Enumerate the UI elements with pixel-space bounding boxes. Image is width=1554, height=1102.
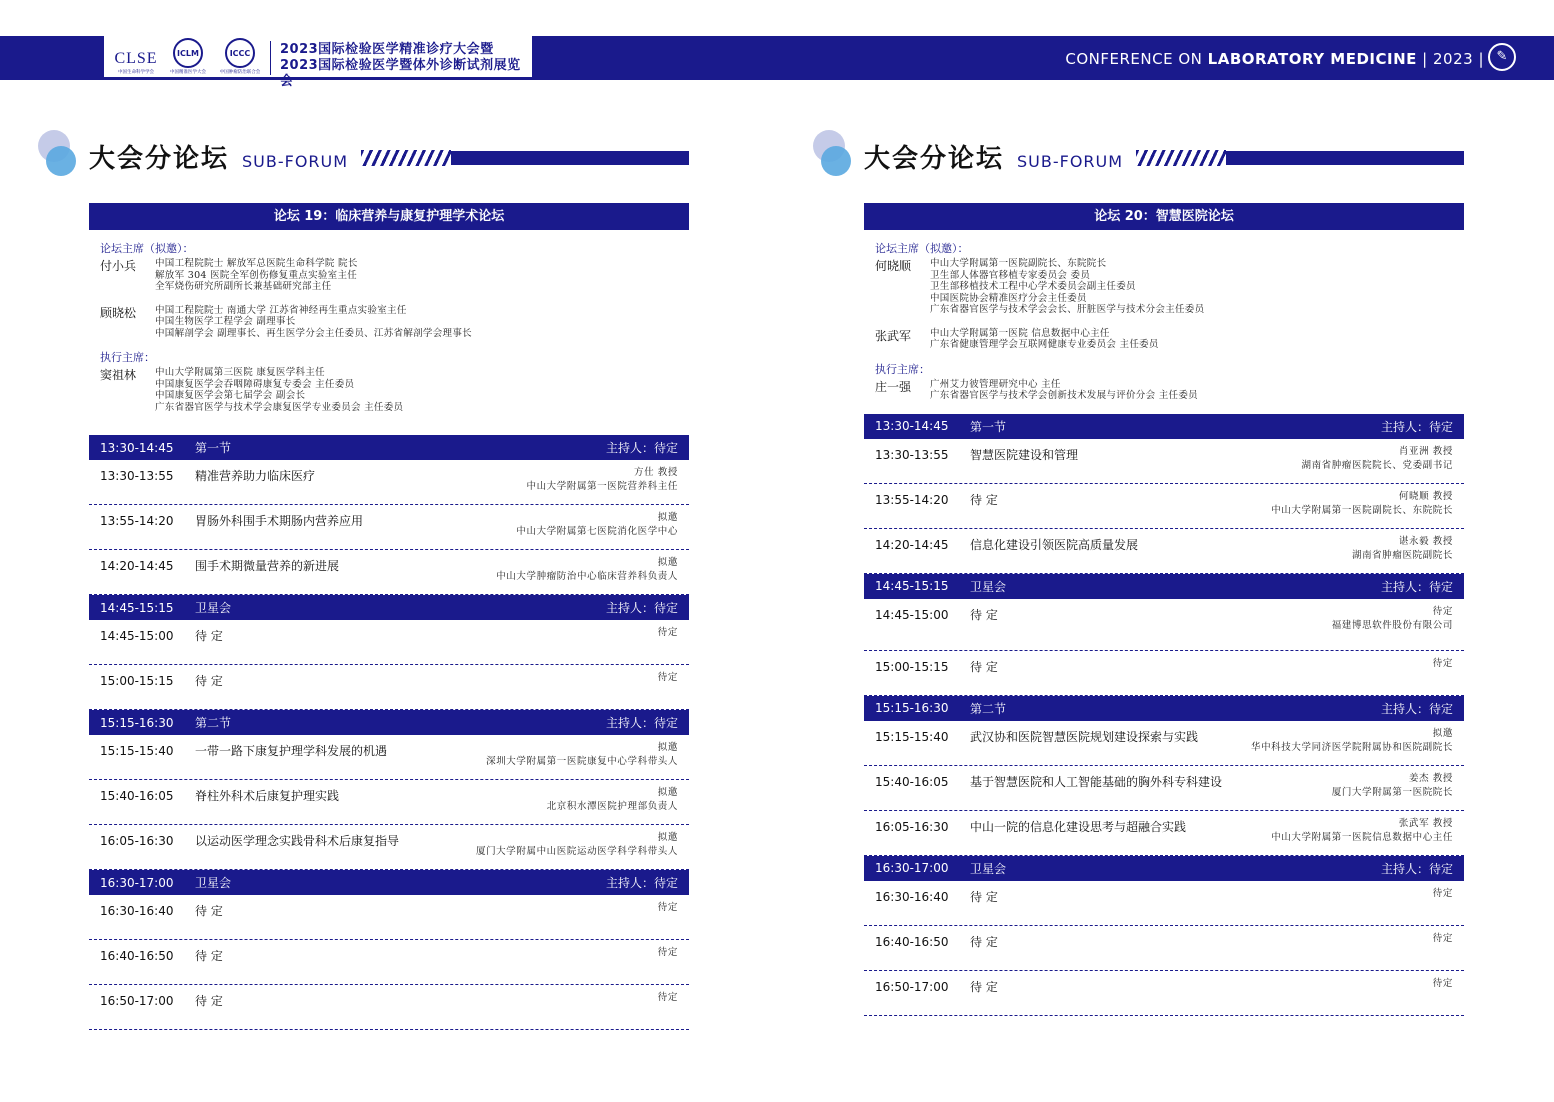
talk-row — [89, 550, 689, 595]
session-time: 13:30-14:45 — [100, 440, 174, 455]
speaker-line: 待定 — [657, 672, 678, 683]
talk-speaker — [1301, 445, 1453, 473]
chair-title-line: 中山大学附属第三医院 康复医学科主任 — [155, 367, 325, 378]
session-host: 主持人：待定 — [1380, 579, 1453, 594]
talk-speaker — [476, 831, 678, 859]
talk-time: 15:15-15:40 — [875, 729, 949, 744]
talk-row — [864, 766, 1464, 811]
talk-row — [864, 926, 1464, 971]
en-title-suffix: | 2023 | — [1416, 50, 1484, 68]
iccc-logo-mark: ICCC — [225, 38, 255, 68]
talk-time: 16:05-16:30 — [100, 834, 174, 848]
session-time: 14:45-15:15 — [875, 579, 949, 593]
talk-row — [864, 484, 1464, 529]
speaker-line: 拟邀 — [657, 742, 678, 753]
chair-title-line: 中国解剖学会 副理事长、再生医学分会主任委员、江苏省解剖学会理事长 — [155, 327, 472, 339]
conference-cn-title-line2: 2023国际检验医学暨体外诊断试剂展览会 — [280, 58, 521, 89]
talk-speaker — [1271, 817, 1453, 845]
header-left-block — [0, 36, 104, 80]
test-tube-icon: ✎ — [1488, 43, 1516, 71]
forum-title: 论坛 20：智慧医院论坛 — [864, 203, 1464, 230]
chair-entry — [100, 258, 678, 293]
speaker-line: 中山大学附属第七医院消化医学中心 — [516, 526, 678, 537]
session-header — [864, 856, 1464, 881]
talk-title: 待 定 — [970, 492, 998, 507]
chair-titles — [930, 379, 1453, 402]
speaker-line: 福建博思软件股份有限公司 — [1331, 619, 1453, 631]
talk-row — [89, 780, 689, 825]
talk-row — [864, 881, 1464, 926]
exec-chair-label: 执行主席： — [875, 362, 930, 376]
talk-time: 16:05-16:30 — [875, 819, 949, 834]
talk-speaker — [1433, 657, 1453, 671]
talk-speaker — [1332, 605, 1453, 633]
chair-name: 窦祖林 — [100, 368, 137, 382]
talk-time: 14:20-14:45 — [100, 559, 174, 573]
talk-time: 15:40-16:05 — [875, 774, 949, 789]
talk-row — [89, 895, 689, 940]
talk-time: 14:20-14:45 — [875, 537, 949, 552]
speaker-line: 拟邀 — [1432, 727, 1453, 739]
decor-stripes — [1136, 150, 1226, 166]
chairs-block — [89, 230, 689, 435]
talk-speaker — [1433, 977, 1453, 991]
chair-title-line: 全军烧伤研究所副所长兼基础研究部主任 — [155, 281, 332, 292]
talk-speaker — [496, 556, 678, 584]
speaker-line: 拟邀 — [657, 787, 678, 798]
talk-title: 待 定 — [970, 889, 998, 904]
speaker-line: 厦门大学附属中山医院运动医学科学科带头人 — [475, 846, 678, 857]
chair-title-line: 广东省器官医学与技术学会康复医学专业委员会 主任委员 — [155, 401, 404, 413]
chair-name: 付小兵 — [100, 259, 137, 273]
talk-time: 13:55-14:20 — [875, 492, 949, 507]
speaker-line: 待定 — [1432, 605, 1453, 617]
section-title: 大会分论坛 — [864, 144, 1005, 174]
chair-title-line: 中国工程院院士 南通大学 江苏省神经再生重点实验室主任 — [155, 304, 407, 316]
exec-chair-entry — [100, 367, 678, 413]
clse-logo — [112, 38, 160, 78]
speaker-line: 中山大学附属第一医院营养科主任 — [526, 481, 678, 492]
chair-title-line: 中国康复医学会第七届学会 副会长 — [155, 390, 306, 401]
session-time: 16:30-17:00 — [875, 861, 949, 875]
talk-title: 信息化建设引领医院高质量发展 — [970, 537, 1139, 552]
speaker-line: 待定 — [1432, 887, 1453, 899]
talk-time: 16:50-17:00 — [100, 994, 174, 1008]
chair-title-line: 中国医院协会精准医疗分会主任委员 — [930, 292, 1087, 304]
speaker-line: 待定 — [657, 992, 678, 1003]
session-header — [864, 574, 1464, 599]
chair-titles — [930, 328, 1453, 351]
speaker-line: 待定 — [657, 902, 678, 913]
chair-title-line: 中国生物医学工程学会 副理事长 — [155, 316, 296, 327]
header-right-block — [532, 36, 1554, 80]
speaker-line: 待定 — [1432, 977, 1453, 989]
session-host: 主持人：待定 — [605, 716, 678, 730]
talk-title: 围手术期微量营养的新进展 — [195, 559, 340, 573]
talk-time: 13:30-13:55 — [100, 469, 174, 483]
speaker-line: 待定 — [657, 627, 678, 638]
chair-title-line: 解放军 304 医院全军创伤修复重点实验室主任 — [155, 269, 358, 281]
talk-title: 武汉协和医院智慧医院规划建设探索与实践 — [970, 729, 1199, 744]
session-header — [864, 414, 1464, 439]
session-time: 14:45-15:15 — [100, 600, 174, 615]
talk-row — [864, 651, 1464, 696]
decor-bar — [1226, 151, 1464, 165]
talk-title: 待 定 — [195, 629, 223, 643]
talk-time: 15:00-15:15 — [100, 674, 174, 688]
en-title-prefix: CONFERENCE ON — [1065, 50, 1208, 68]
talk-row — [89, 825, 689, 870]
right-page — [864, 122, 1464, 1016]
chair-title-line: 卫生部人体器官移植专家委员会 委员 — [930, 269, 1091, 281]
chair-title-line: 中山大学附属第一医院副院长、东院院长 — [930, 258, 1107, 269]
talk-title: 脊柱外科术后康复护理实践 — [195, 789, 340, 803]
session-time: 16:30-17:00 — [100, 875, 174, 890]
speaker-line: 姜杰 教授 — [1408, 772, 1453, 784]
speaker-line: 谌永毅 教授 — [1398, 535, 1453, 547]
talk-title: 待 定 — [195, 949, 223, 963]
session-host: 主持人：待定 — [605, 876, 678, 890]
session-time: 13:30-14:45 — [875, 419, 949, 433]
decor-stripes — [361, 150, 451, 166]
chair-entry — [875, 328, 1453, 351]
iccc-logo — [216, 38, 264, 78]
decor-bubble-icon — [46, 146, 76, 176]
session-name: 卫星会 — [195, 601, 232, 615]
conference-cn-title-line1: 2023国际检验医学精准诊疗大会暨 — [280, 42, 494, 57]
exec-chair-entry — [875, 379, 1453, 402]
decor-bar — [451, 151, 689, 165]
conference-en-title — [1065, 50, 1484, 68]
session-name: 第二节 — [195, 716, 232, 730]
talk-title: 待 定 — [970, 607, 998, 622]
talk-time: 15:00-15:15 — [875, 659, 949, 674]
session-name: 第一节 — [970, 419, 1007, 434]
talk-speaker — [486, 741, 678, 769]
chair-entry — [100, 305, 678, 340]
talk-title: 待 定 — [970, 934, 998, 949]
talk-speaker — [516, 511, 678, 539]
chairs-block — [864, 230, 1464, 414]
section-subtitle: SUB-FORUM — [242, 152, 349, 171]
chair-name: 顾晓松 — [100, 305, 137, 320]
talk-title: 待 定 — [195, 904, 223, 918]
speaker-line: 湖南省肿瘤医院院长、党委副书记 — [1301, 459, 1453, 471]
talk-title: 以运动医学理念实践骨科术后康复指导 — [195, 834, 400, 848]
talk-speaker — [1332, 772, 1453, 800]
section-title: 大会分论坛 — [89, 144, 230, 174]
speaker-line: 湖南省肿瘤医院副院长 — [1351, 549, 1453, 561]
talk-title: 一带一路下康复护理学科发展的机遇 — [195, 744, 388, 758]
session-host: 主持人：待定 — [1380, 701, 1453, 716]
talk-speaker — [1433, 887, 1453, 901]
talk-row — [89, 665, 689, 710]
speaker-line: 方仕 教授 — [633, 467, 678, 478]
talk-title: 智慧医院建设和管理 — [970, 447, 1079, 462]
talk-row — [89, 735, 689, 780]
forum-title: 论坛 19：临床营养与康复护理学术论坛 — [89, 203, 689, 230]
talk-time: 15:15-15:40 — [100, 744, 174, 758]
session-name: 卫星会 — [970, 579, 1007, 594]
talk-speaker — [658, 991, 678, 1005]
logo-strip — [104, 36, 532, 89]
speaker-line: 何晓顺 教授 — [1398, 490, 1453, 502]
talk-speaker — [1352, 535, 1453, 563]
speaker-line: 中山大学附属第一医院信息数据中心主任 — [1271, 831, 1453, 843]
talk-row — [864, 599, 1464, 651]
talk-row — [864, 721, 1464, 766]
talk-speaker — [526, 466, 678, 494]
en-title-bold: LABORATORY MEDICINE — [1207, 50, 1417, 68]
talk-row — [89, 505, 689, 550]
talk-speaker — [1251, 727, 1453, 755]
decor-bubble-icon — [821, 146, 851, 176]
speaker-line: 肖亚洲 教授 — [1398, 445, 1453, 457]
session-header — [89, 595, 689, 620]
section-header — [89, 122, 689, 182]
talk-row — [864, 439, 1464, 484]
talk-speaker — [658, 671, 678, 685]
session-name: 第二节 — [970, 701, 1007, 716]
talk-speaker — [547, 786, 678, 814]
talk-row — [864, 529, 1464, 574]
chair-entry — [875, 258, 1453, 316]
iclm-logo-mark: ICLM — [173, 38, 203, 68]
exec-chair-label: 执行主席： — [100, 351, 155, 364]
session-name: 卫星会 — [970, 861, 1007, 876]
talk-row — [89, 985, 689, 1030]
talk-time: 14:45-15:00 — [100, 629, 174, 643]
iclm-logo — [164, 38, 212, 78]
talk-speaker — [1433, 932, 1453, 946]
chair-name: 庄一强 — [875, 379, 912, 394]
talk-title: 待 定 — [195, 674, 223, 688]
session-header — [89, 435, 689, 460]
chair-title-line: 中国工程院院士 解放军总医院生命科学院 院长 — [155, 258, 358, 269]
session-header — [864, 696, 1464, 721]
chair-title-line: 卫生部移植技术工程中心学术委员会副主任委员 — [930, 281, 1136, 292]
chair-titles — [155, 305, 678, 340]
talk-title: 待 定 — [970, 659, 998, 674]
chair-titles — [155, 258, 678, 293]
speaker-line: 拟邀 — [657, 512, 678, 523]
talk-time: 16:50-17:00 — [875, 979, 949, 994]
clse-logo-caption: 中国生命科学学会 — [117, 69, 154, 75]
session-time: 15:15-16:30 — [875, 701, 949, 715]
chair-label: 论坛主席（拟邀）： — [100, 242, 194, 255]
talk-speaker — [658, 626, 678, 640]
speaker-line: 中山大学附属第一医院副院长、东院院长 — [1271, 504, 1453, 516]
chair-title-line: 中山大学附属第一医院 信息数据中心主任 — [930, 327, 1110, 339]
speaker-line: 待定 — [657, 947, 678, 958]
talk-title: 基于智慧医院和人工智能基础的胸外科专科建设 — [970, 774, 1223, 789]
chair-label: 论坛主席（拟邀）： — [875, 242, 969, 255]
talk-title: 胃肠外科围手术期肠内营养应用 — [195, 514, 364, 528]
session-host: 主持人：待定 — [1380, 419, 1453, 434]
speaker-line: 深圳大学附属第一医院康复中心学科带头人 — [486, 756, 678, 767]
speaker-line: 待定 — [1432, 657, 1453, 669]
chair-titles — [155, 367, 678, 413]
logo-divider — [270, 41, 271, 75]
talk-title: 精准营养助力临床医疗 — [195, 469, 316, 483]
conference-cn-title — [280, 42, 530, 90]
talk-title: 待 定 — [970, 979, 998, 994]
chair-title-line: 中国康复医学会吞咽障碍康复专委会 主任委员 — [155, 378, 355, 390]
iclm-logo-caption: 中国精准医学大会 — [169, 69, 206, 75]
talk-time: 13:55-14:20 — [100, 514, 174, 528]
talk-time: 16:30-16:40 — [100, 904, 174, 918]
chair-name: 何晓顺 — [875, 259, 912, 273]
talk-row — [89, 940, 689, 985]
chair-title-line: 广东省器官医学与技术学会会长、肝脏医学与技术分会主任委员 — [930, 304, 1205, 315]
section-header — [864, 122, 1464, 182]
talk-row — [864, 811, 1464, 856]
talk-row — [89, 620, 689, 665]
speaker-line: 中山大学肿瘤防治中心临床营养科负责人 — [496, 571, 678, 582]
talk-speaker — [658, 901, 678, 915]
talk-time: 16:40-16:50 — [875, 934, 949, 949]
talk-time: 15:40-16:05 — [100, 789, 174, 803]
speaker-line: 拟邀 — [657, 832, 678, 843]
talk-row — [864, 971, 1464, 1016]
session-host: 主持人：待定 — [605, 601, 678, 615]
session-header — [89, 870, 689, 895]
clse-logo-text: CLSE — [114, 50, 158, 67]
talk-title: 待 定 — [195, 994, 223, 1008]
chair-title-line: 广东省器官医学与技术学会创新技术发展与评价分会 主任委员 — [930, 390, 1198, 401]
session-host: 主持人：待定 — [1380, 861, 1453, 876]
chair-titles — [930, 258, 1453, 316]
speaker-line: 待定 — [1432, 932, 1453, 944]
speaker-line: 北京积水潭医院护理部负责人 — [546, 801, 678, 812]
speaker-line: 张武军 教授 — [1398, 817, 1453, 829]
session-host: 主持人：待定 — [605, 441, 678, 455]
speaker-line: 厦门大学附属第一医院院长 — [1331, 786, 1453, 798]
section-subtitle: SUB-FORUM — [1017, 152, 1124, 171]
talk-time: 16:30-16:40 — [875, 889, 949, 904]
left-page — [89, 122, 689, 1030]
talk-time: 14:45-15:00 — [875, 607, 949, 622]
header-band — [0, 36, 1554, 89]
talk-time: 16:40-16:50 — [100, 949, 174, 963]
talk-title: 中山一院的信息化建设思考与超融合实践 — [970, 819, 1187, 834]
talk-row — [89, 460, 689, 505]
session-header — [89, 710, 689, 735]
speaker-line: 华中科技大学同济医学院附属协和医院副院长 — [1250, 741, 1453, 753]
talk-speaker — [1271, 490, 1453, 518]
session-name: 第一节 — [195, 441, 232, 455]
chair-name: 张武军 — [875, 328, 912, 343]
talk-speaker — [658, 946, 678, 960]
iccc-logo-caption: 中国肿瘤防治联合会 — [219, 69, 261, 75]
chair-title-line: 广州艾力彼管理研究中心 主任 — [930, 378, 1061, 390]
session-name: 卫星会 — [195, 876, 232, 890]
talk-time: 13:30-13:55 — [875, 447, 949, 462]
speaker-line: 拟邀 — [657, 557, 678, 568]
chair-title-line: 广东省健康管理学会互联网健康专业委员会 主任委员 — [930, 339, 1159, 350]
session-time: 15:15-16:30 — [100, 715, 174, 730]
